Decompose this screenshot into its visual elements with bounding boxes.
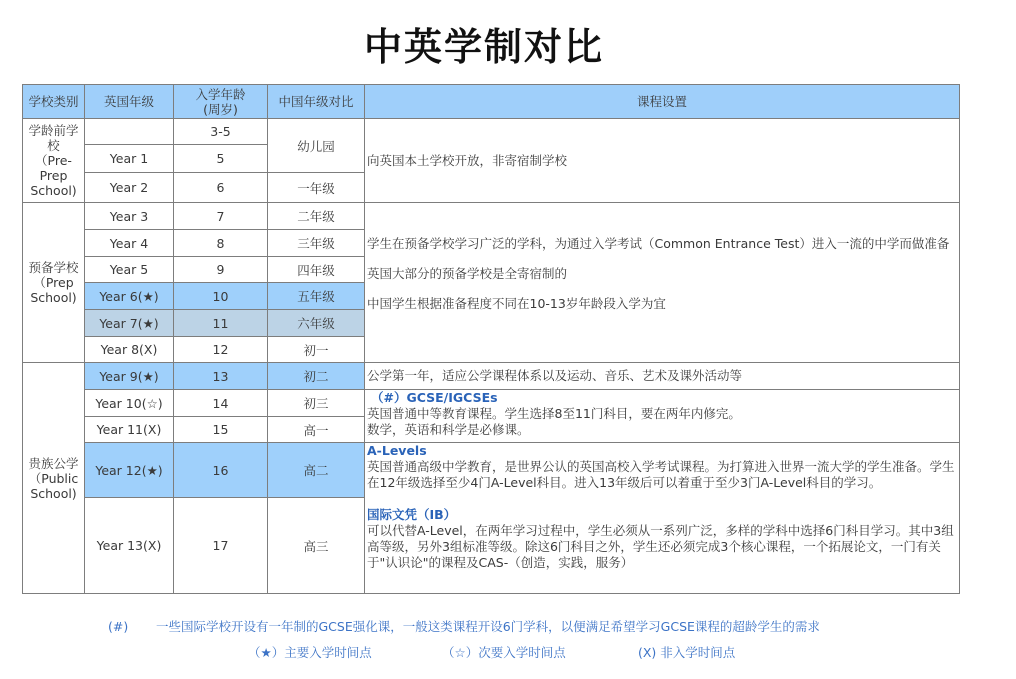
cn-grade-cell: 一年级: [268, 173, 365, 203]
age-cell: 5: [174, 145, 268, 173]
cn-grade-cell: 高三: [268, 498, 365, 594]
star-outline-icon: （☆）: [441, 645, 479, 660]
age-cell: 10: [174, 283, 268, 310]
gcse-line: 英国普通中等教育课程。学生选择8至11门科目，要在两年内修完。: [367, 406, 741, 421]
school-type-preprep: [23, 119, 85, 203]
course-cell-prep: [365, 203, 960, 363]
header-school-type: 学校类别: [23, 85, 85, 119]
comparison-table: [22, 84, 960, 594]
header-courses: 课程设置: [365, 85, 960, 119]
legend-non-entry: [638, 643, 735, 661]
age-cell: 11: [174, 310, 268, 337]
uk-year-cell: Year 12(★): [85, 443, 174, 498]
age-cell: 13: [174, 363, 268, 390]
header-age-line2: (周岁): [203, 101, 238, 117]
course-cell-gcse: [365, 390, 960, 443]
footnote-hash-text: 一些国际学校开设有一年制的GCSE强化课，一般这类课程开设6门学科，以便满足希望学习GCSE课程的超龄学生的需求: [155, 619, 820, 634]
school-type-line: School): [30, 183, 77, 198]
uk-year-cell: Year 1: [85, 145, 174, 173]
legend-label: 主要入学时间点: [284, 645, 372, 660]
x-mark-icon: (X): [637, 645, 657, 660]
course-cell-preprep: 向英国本土学校开放，非寄宿制学校: [365, 119, 960, 203]
alevel-heading: A-Levels: [367, 443, 427, 458]
header-row: [23, 85, 960, 119]
age-cell: 6: [174, 173, 268, 203]
gcse-line: 数学，英语和科学是必修课。: [367, 422, 530, 437]
age-cell: 9: [174, 257, 268, 283]
cn-grade-cell: 六年级: [268, 310, 365, 337]
school-type-line: 预备学校: [28, 260, 79, 275]
school-type-line: （Pre-: [35, 153, 72, 168]
uk-year-cell: Year 11(X): [85, 417, 174, 443]
uk-year-cell: Year 6(★): [85, 283, 174, 310]
school-type-line: School): [30, 485, 77, 501]
uk-year-cell: Year 10(☆): [85, 390, 174, 417]
school-type-public: [23, 363, 85, 594]
uk-year-cell: Year 13(X): [85, 498, 174, 594]
age-cell: 12: [174, 337, 268, 363]
table-row-highlighted: [23, 443, 960, 498]
cn-grade-cell: 幼儿园: [268, 119, 365, 173]
school-type-prep: [23, 203, 85, 363]
cn-grade-cell: 高二: [268, 443, 365, 498]
cn-grade-cell: 二年级: [268, 203, 365, 230]
age-cell: 17: [174, 498, 268, 594]
cn-grade-cell: 五年级: [268, 283, 365, 310]
legend-label: 非入学时间点: [660, 645, 736, 660]
header-age: [174, 85, 268, 119]
course-cell-alevel-ib: [365, 443, 960, 594]
cn-grade-cell: 三年级: [268, 230, 365, 257]
header-cn-grade: 中国年级对比: [268, 85, 365, 119]
legend-minor-entry: [442, 643, 634, 661]
legend-label: 次要入学时间点: [478, 645, 566, 660]
school-type-line: Prep: [39, 168, 68, 183]
age-cell: 8: [174, 230, 268, 257]
cn-grade-cell: 初三: [268, 390, 365, 417]
legend-major-entry: [248, 643, 438, 661]
age-cell: 7: [174, 203, 268, 230]
school-type-line: 校: [47, 138, 60, 153]
age-cell: 15: [174, 417, 268, 443]
uk-year-cell: Year 3: [85, 203, 174, 230]
course-paragraph: 英国大部分的预备学校是全寄宿制的: [367, 265, 568, 281]
page-title: 中英学制对比: [363, 25, 604, 69]
cn-grade-cell: 初二: [268, 363, 365, 390]
footnote-hash-tag: (#): [108, 619, 129, 634]
uk-year-cell: Year 4: [85, 230, 174, 257]
header-uk-year: 英国年级: [85, 85, 174, 119]
course-cell-year9: 公学第一年，适应公学课程体系以及运动、音乐、艺术及课外活动等: [365, 363, 960, 390]
table-row: [23, 203, 960, 230]
gcse-heading: （#）GCSE/IGCSEs: [371, 390, 498, 405]
school-type-line: School): [30, 290, 77, 305]
star-filled-icon: （★）: [248, 645, 285, 660]
alevel-text: 英国普通高级中学教育，是世界公认的英国高校入学考试课程。为打算进入世界一流大学的学生准备。学生在12年级选择至少4门A-Level科目。进入13年级后可以着重于至少3门A-Level科目的学习。: [367, 459, 955, 490]
ib-text: 可以代替A-Level，在两年学习过程中，学生必须从一系列广泛，多样的学科中选择6门科目学习。其中3组高等级，另外3组标准等级。除这6门科目之外，学生还必须完成3个核心课程，一个拓展论文，一门有关于"认识论"的课程及CAS-（创造，实践，服务）: [367, 523, 954, 570]
cn-grade-cell: 初一: [268, 337, 365, 363]
age-cell: 14: [174, 390, 268, 417]
school-type-line: 学龄前学: [28, 123, 79, 138]
uk-year-cell: Year 7(★): [85, 310, 174, 337]
course-paragraph: 中国学生根据准备程度不同在10-13岁年龄段入学为宜: [367, 295, 666, 311]
course-paragraph: 学生在预备学校学习广泛的学科，为通过入学考试（Common Entrance Test）进入一流的中学而做准备: [367, 235, 950, 251]
table-row: [23, 390, 960, 417]
age-cell: 16: [174, 443, 268, 498]
school-type-line: （Prep: [33, 275, 74, 290]
uk-year-cell: Year 9(★): [85, 363, 174, 390]
school-type-line: （Public: [28, 470, 79, 486]
legend: [248, 643, 735, 661]
cn-grade-cell: 四年级: [268, 257, 365, 283]
school-type-line: 贵族公学: [28, 455, 79, 471]
uk-year-cell: Year 5: [85, 257, 174, 283]
uk-year-cell: Year 8(X): [85, 337, 174, 363]
header-age-line1: 入学年龄: [195, 86, 246, 102]
footnote-gcse: [108, 617, 820, 635]
cn-grade-cell: 高一: [268, 417, 365, 443]
ib-heading: 国际文凭（IB）: [367, 507, 457, 522]
table-row-highlighted: [23, 363, 960, 390]
uk-year-cell: [85, 119, 174, 145]
age-cell: 3-5: [174, 119, 268, 145]
table-row: [23, 119, 960, 145]
uk-year-cell: Year 2: [85, 173, 174, 203]
